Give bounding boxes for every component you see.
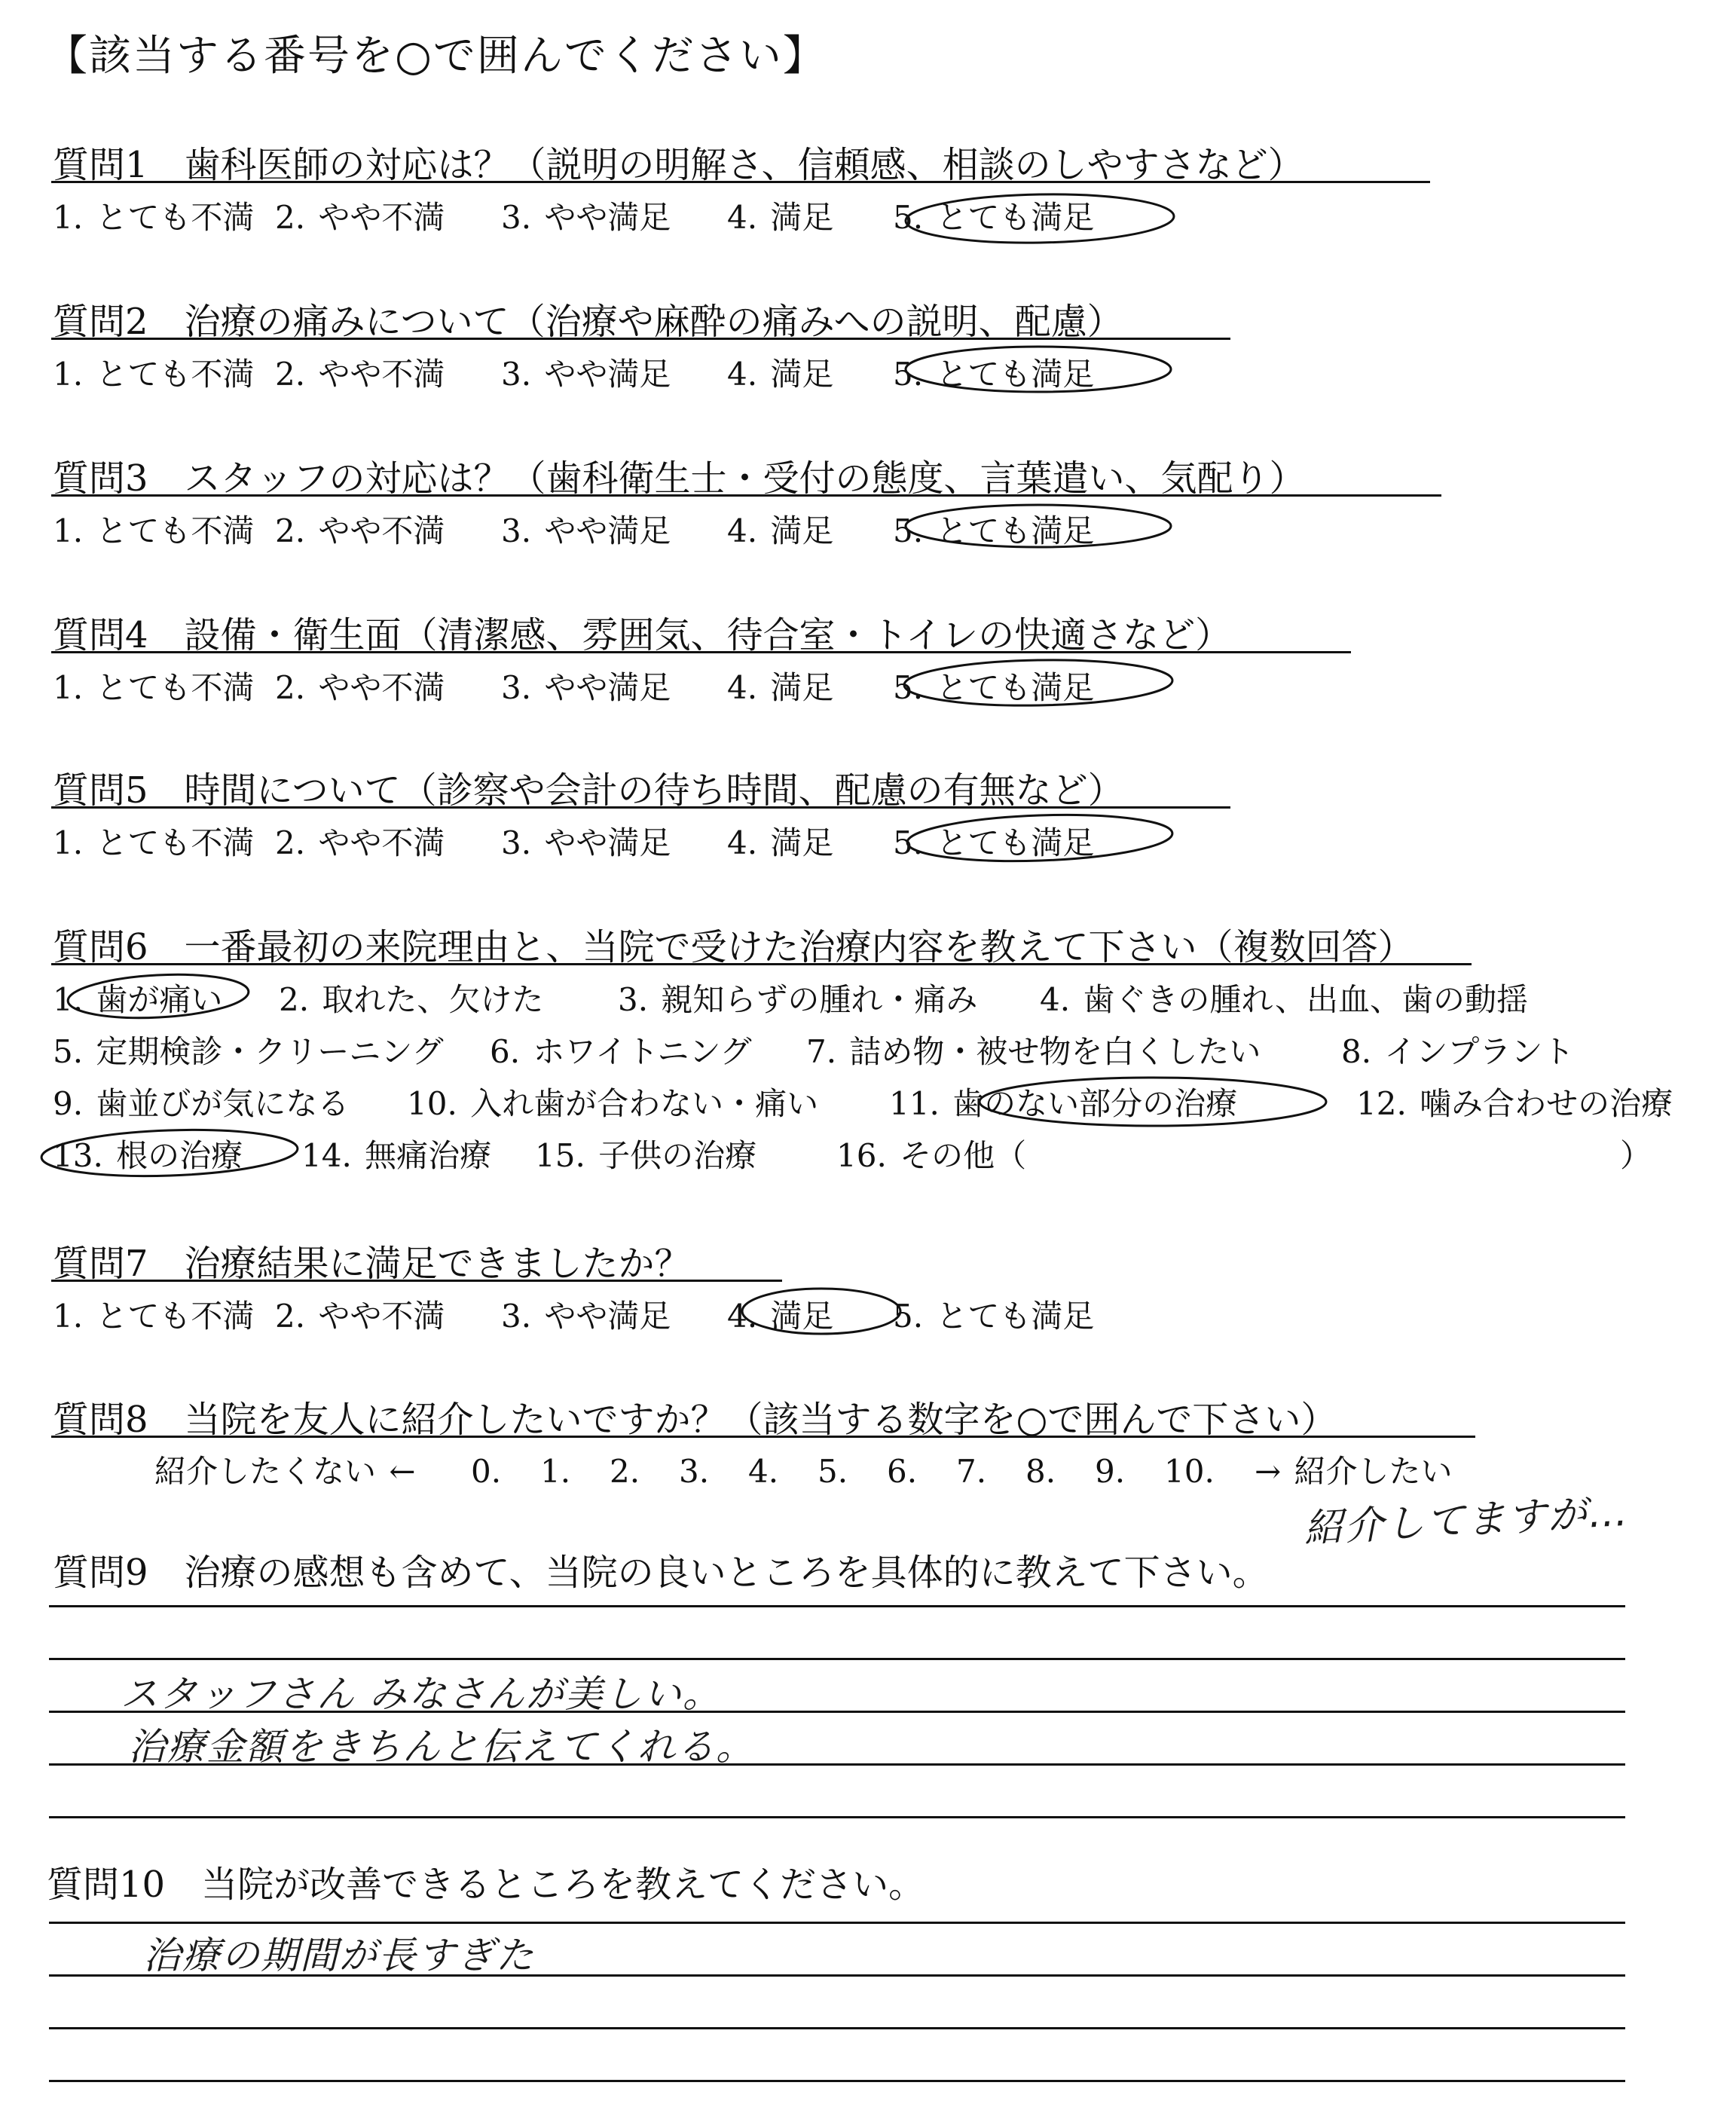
q4-option-1[interactable]: 1. とても不満 [53,669,255,706]
q8-right-label: → 紹介したい [1255,1453,1453,1490]
q6-option-9[interactable]: 9. 歯並びが気になる [53,1085,350,1122]
q8-scale-2[interactable]: 2. [610,1453,640,1490]
q6-option-10[interactable]: 10. 入れ歯が合わない・痛い [407,1085,819,1122]
q5-option-1[interactable]: 1. とても不満 [53,824,255,861]
question-5-label: 質問5 時間について（診察や会計の待ち時間、配慮の有無など） [53,769,1124,812]
q9-handwritten-answer-1[interactable]: スタッフさん みなさんが美しい。 [121,1672,722,1716]
q1-option-4[interactable]: 4. 満足 [727,199,834,236]
question-2-label: 質問2 治療の痛みについて（治療や麻酔の痛みへの説明、配慮） [53,301,1123,343]
q1-option-3[interactable]: 3. やや満足 [501,199,671,236]
q7-selected-circle [742,1289,900,1334]
q4-option-2[interactable]: 2. やや不満 [275,669,445,706]
q7-option-4[interactable]: 4. 満足 [727,1298,834,1335]
question-1-label: 質問1 歯科医師の対応は？（説明の明解さ、信頼感、相談のしやすさなど） [53,144,1304,186]
q6-option-5[interactable]: 5. 定期検診・クリーニング [53,1033,444,1070]
q6-option-11[interactable]: 11. 歯のない部分の治療 [889,1085,1238,1122]
q8-scale-5[interactable]: 5. [818,1453,848,1490]
q6-option-15[interactable]: 15. 子供の治療 [535,1137,757,1174]
q1-option-2[interactable]: 2. やや不満 [275,199,445,236]
q2-option-1[interactable]: 1. とても不満 [53,356,255,393]
q3-option-2[interactable]: 2. やや不満 [275,512,445,549]
q1-selected-circle [905,192,1174,245]
q2-option-3[interactable]: 3. やや満足 [501,356,671,393]
q6-option-16[interactable]: 16. その他（ [836,1137,1027,1174]
q6-option-1[interactable]: 1. 歯が痛い [53,981,223,1018]
q4-selected-circle [904,658,1173,708]
q6-option-13-circle [41,1126,298,1180]
q8-scale-3[interactable]: 3. [679,1453,710,1490]
q3-selected-circle [906,505,1171,547]
q7-option-2[interactable]: 2. やや不満 [275,1298,445,1335]
q8-left-label: 紹介したくない ← [154,1453,416,1490]
q9-handwritten-answer-2[interactable]: 治療金額をきちんと伝えてくれる。 [128,1725,755,1769]
question-8-label: 質問8 当院を友人に紹介したいですか？（該当する数字を○で囲んで下さい） [53,1399,1337,1441]
q7-option-5[interactable]: 5. とても満足 [893,1298,1095,1335]
q8-scale-10[interactable]: 10. [1164,1453,1215,1490]
q5-option-3[interactable]: 3. やや満足 [501,824,671,861]
q8-scale-0[interactable]: 0. [471,1453,502,1490]
question-6-label: 質問6 一番最初の来院理由と、当院で受けた治療内容を教えて下さい（複数回答） [53,926,1414,968]
q6-option-12[interactable]: 12. 噛み合わせの治療 [1356,1085,1673,1122]
q6-option-7[interactable]: 7. 詰め物・被せ物を白くしたい [806,1033,1261,1070]
q2-selected-circle [906,347,1171,392]
q10-handwritten-answer-1[interactable]: 治療の期間が長すぎた [143,1934,535,1977]
q8-handwritten-note: 紹介してますが… [1303,1489,1631,1552]
page-title: 【該当する番号を○で囲んでください】 [45,32,827,81]
q5-option-2[interactable]: 2. やや不満 [275,824,445,861]
q8-scale-7[interactable]: 7. [956,1453,987,1490]
q6-option-6[interactable]: 6. ホワイトニング [490,1033,752,1070]
q3-option-1[interactable]: 1. とても不満 [53,512,255,549]
q6-option-4[interactable]: 4. 歯ぐきの腫れ、出血、歯の動揺 [1040,981,1528,1018]
question-9-label: 質問9 治療の感想も含めて、当院の良いところを具体的に教えて下さい。 [53,1552,1269,1594]
q5-option-4[interactable]: 4. 満足 [727,824,834,861]
question-10-label: 質問10 当院が改善できるところを教えてください。 [47,1864,925,1906]
q2-option-4[interactable]: 4. 満足 [727,356,834,393]
question-4-label: 質問4 設備・衛生面（清潔感、雰囲気、待合室・トイレの快適さなど） [53,614,1232,656]
q8-scale-4[interactable]: 4. [748,1453,779,1490]
q6-option-2[interactable]: 2. 取れた、欠けた [279,981,544,1018]
q5-selected-circle [906,811,1173,865]
q1-option-5[interactable]: 5. とても満足 [893,199,1095,236]
q8-scale-9[interactable]: 9. [1095,1453,1126,1490]
q4-option-5[interactable]: 5. とても満足 [893,669,1095,706]
q7-option-1[interactable]: 1. とても不満 [53,1298,255,1335]
q6-option-1-circle [67,971,250,1022]
q3-option-4[interactable]: 4. 満足 [727,512,834,549]
question-3-label: 質問3 スタッフの対応は？（歯科衛生士・受付の態度、言葉遣い、気配り） [53,457,1306,500]
q8-scale-8[interactable]: 8. [1025,1453,1056,1490]
q2-option-2[interactable]: 2. やや不満 [275,356,445,393]
q3-option-5[interactable]: 5. とても満足 [893,512,1095,549]
q4-option-3[interactable]: 3. やや満足 [501,669,671,706]
q1-option-1[interactable]: 1. とても不満 [53,199,255,236]
q6-option-13[interactable]: 13. 根の治療 [53,1137,243,1174]
q6-option-11-circle [980,1078,1326,1126]
q6-option-14[interactable]: 14. 無痛治療 [301,1137,492,1174]
question-7-label: 質問7 治療結果に満足できましたか？ [53,1243,691,1285]
q8-scale-1[interactable]: 1. [540,1453,571,1490]
q6-other-close: ） [1620,1137,1652,1174]
q5-option-5[interactable]: 5. とても満足 [893,824,1095,861]
q6-option-3[interactable]: 3. 親知らずの腫れ・痛み [618,981,978,1018]
q4-option-4[interactable]: 4. 満足 [727,669,834,706]
q7-option-3[interactable]: 3. やや満足 [501,1298,671,1335]
q8-scale-6[interactable]: 6. [887,1453,918,1490]
q3-option-3[interactable]: 3. やや満足 [501,512,671,549]
q6-option-8[interactable]: 8. インプラント [1341,1033,1575,1070]
q2-option-5[interactable]: 5. とても満足 [893,356,1095,393]
